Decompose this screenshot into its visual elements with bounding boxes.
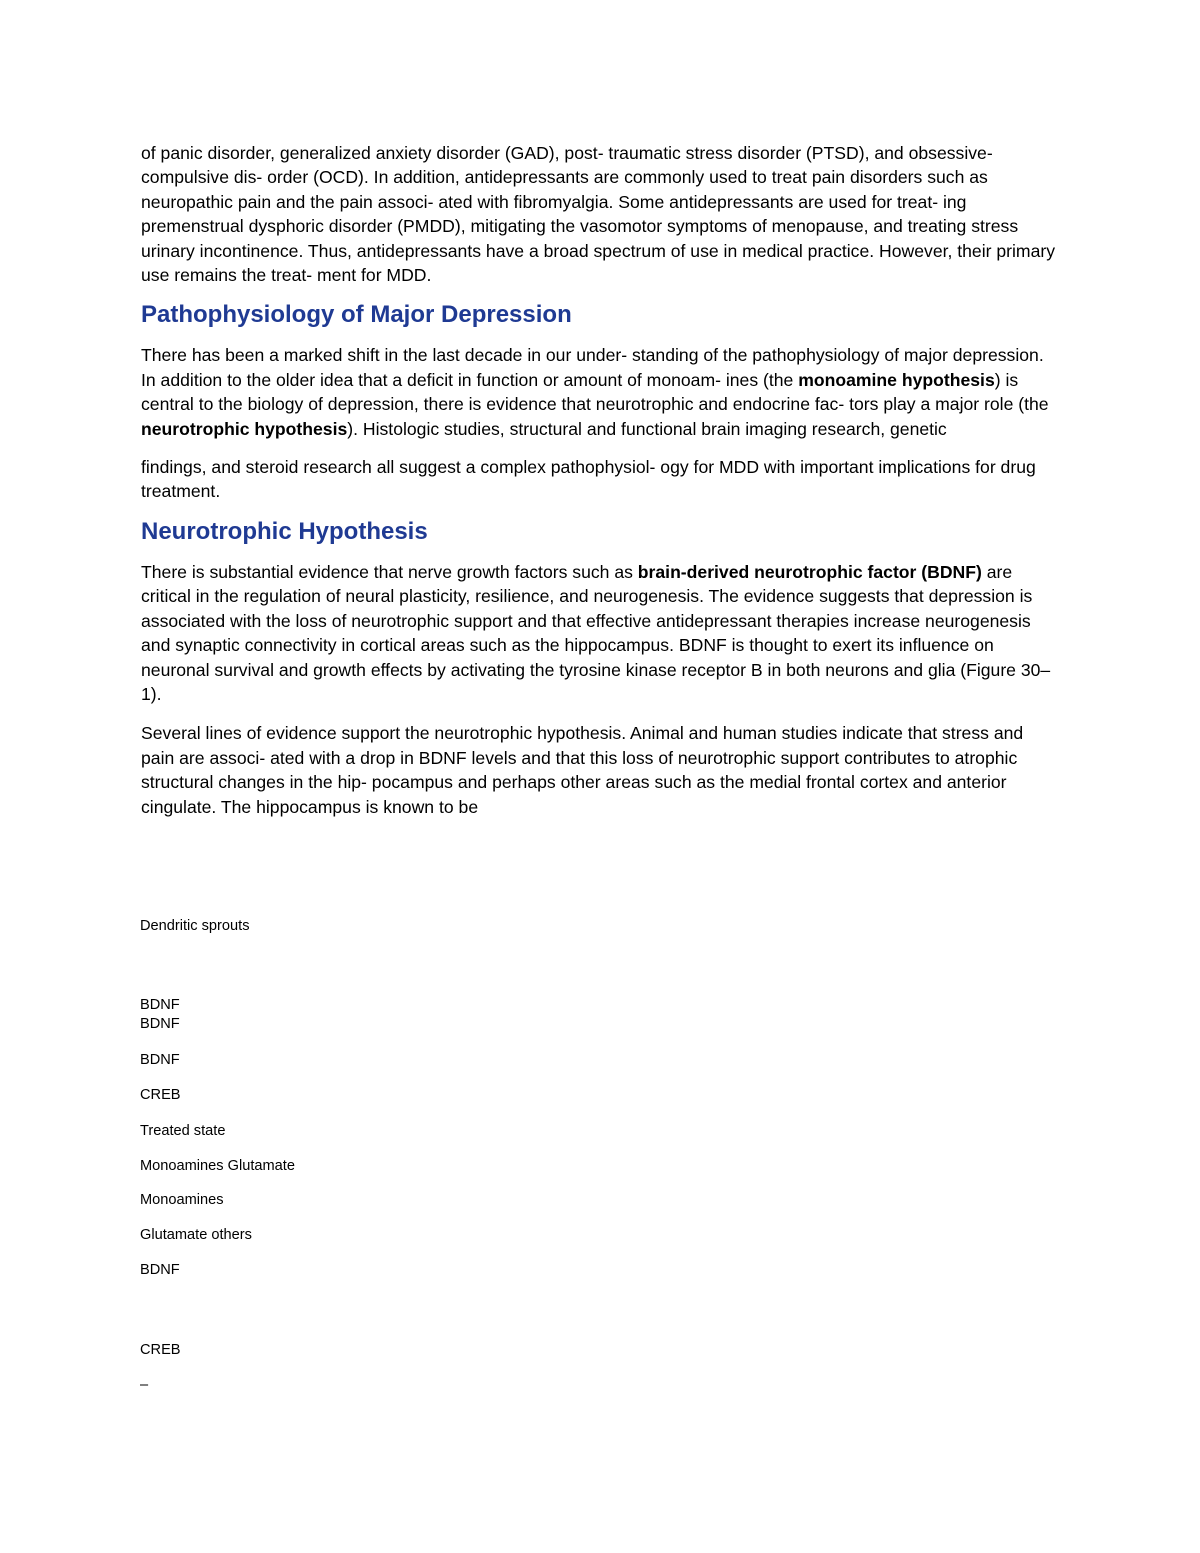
- figure-label-monoamines: Monoamines: [140, 1192, 224, 1208]
- document-body: [141, 141, 1061, 819]
- term-bdnf: brain-derived neurotrophic factor (BDNF): [637, 561, 982, 582]
- heading-neurotrophic: Neurotrophic Hypothesis: [141, 517, 428, 545]
- heading-pathophysiology: Pathophysiology of Major Depression: [141, 301, 572, 329]
- paragraph-findings: findings, and steroid research all suggest a complex pathophysiol- ogy for MDD with important implications for drug treatment.: [141, 457, 1036, 502]
- paragraph-pathophysiology: [141, 343, 1061, 441]
- figure-label-bdnf: BDNF: [140, 1016, 180, 1032]
- text-run: ). Histologic studies, structural and functional brain imaging research, genetic: [347, 418, 947, 439]
- text-run: There is substantial evidence that nerve growth factors such as: [141, 561, 638, 582]
- term-monoamine-hypothesis: monoamine hypothesis: [798, 369, 995, 390]
- figure-label-treated-state: Treated state: [140, 1123, 226, 1139]
- figure-label-bdnf: BDNF: [140, 1052, 180, 1068]
- figure-label-creb: CREB: [140, 1087, 181, 1103]
- figure-label-bdnf: BDNF: [140, 1262, 180, 1278]
- figure-label-creb: CREB: [140, 1342, 181, 1358]
- figure-label-monoamines-glutamate: Monoamines Glutamate: [140, 1158, 295, 1174]
- figure-label-glutamate-others: Glutamate others: [140, 1227, 252, 1243]
- paragraph-bdnf: [141, 560, 1061, 706]
- term-neurotrophic-hypothesis: neurotrophic hypothesis: [141, 418, 348, 439]
- paragraph-evidence: Several lines of evidence support the neurotrophic hypothesis. Animal and human studies indicate that stress and pain are associ- ated with a drop in BDNF levels and that this loss of neurotrophic support contributes to atrophic structural changes in the hip- pocampus and perhaps other areas such as the medial frontal cortex and anterior cingulate. The hippocampus is known to be: [141, 723, 1024, 817]
- text-run: ) is central to the biology of depression, there is evidence that neurotrophic and endocrine fac- tors play a major role (the: [141, 369, 1049, 415]
- figure-label-dendritic-sprouts: Dendritic sprouts: [140, 918, 250, 934]
- text-run: There has been a marked shift in the last decade in our under- standing of the pathophysiology of major depression. In addition to the older idea that a deficit in function or amount of monoam- ines (the: [141, 345, 1044, 390]
- paragraph-intro: of panic disorder, generalized anxiety disorder (GAD), post- traumatic stress disorder (PTSD), and obsessive-compulsive dis- order (OCD). In addition, antidepressants are commonly used to treat pain disorders such as neuropathic pain and the pain associ- ated with fibromyalgia. Some antidepressants are used for treat- ing premenstrual dysphoric disorder (PMDD), mitigating the vasomotor symptoms of menopause, and treating stress urinary incontinence. Thus, antidepressants have a broad spectrum of use in medical practice. However, their primary use remains the treat- ment for MDD.: [141, 143, 1056, 286]
- figure-label-bdnf: BDNF: [140, 997, 180, 1013]
- figure-label-dash: –: [140, 1377, 149, 1393]
- text-run: are critical in the regulation of neural plasticity, resilience, and neurogenesis. The evidence suggests that depression is associated with the loss of neurotrophic support and that effective antidepressant therapies increase neurogenesis and synaptic connectivity in cortical areas such as the hippocampus. BDNF is thought to exert its influence on neuronal survival and growth effects by activating the tyrosine kinase receptor B in both neurons and glia (Figure 30–1).: [141, 561, 1051, 704]
